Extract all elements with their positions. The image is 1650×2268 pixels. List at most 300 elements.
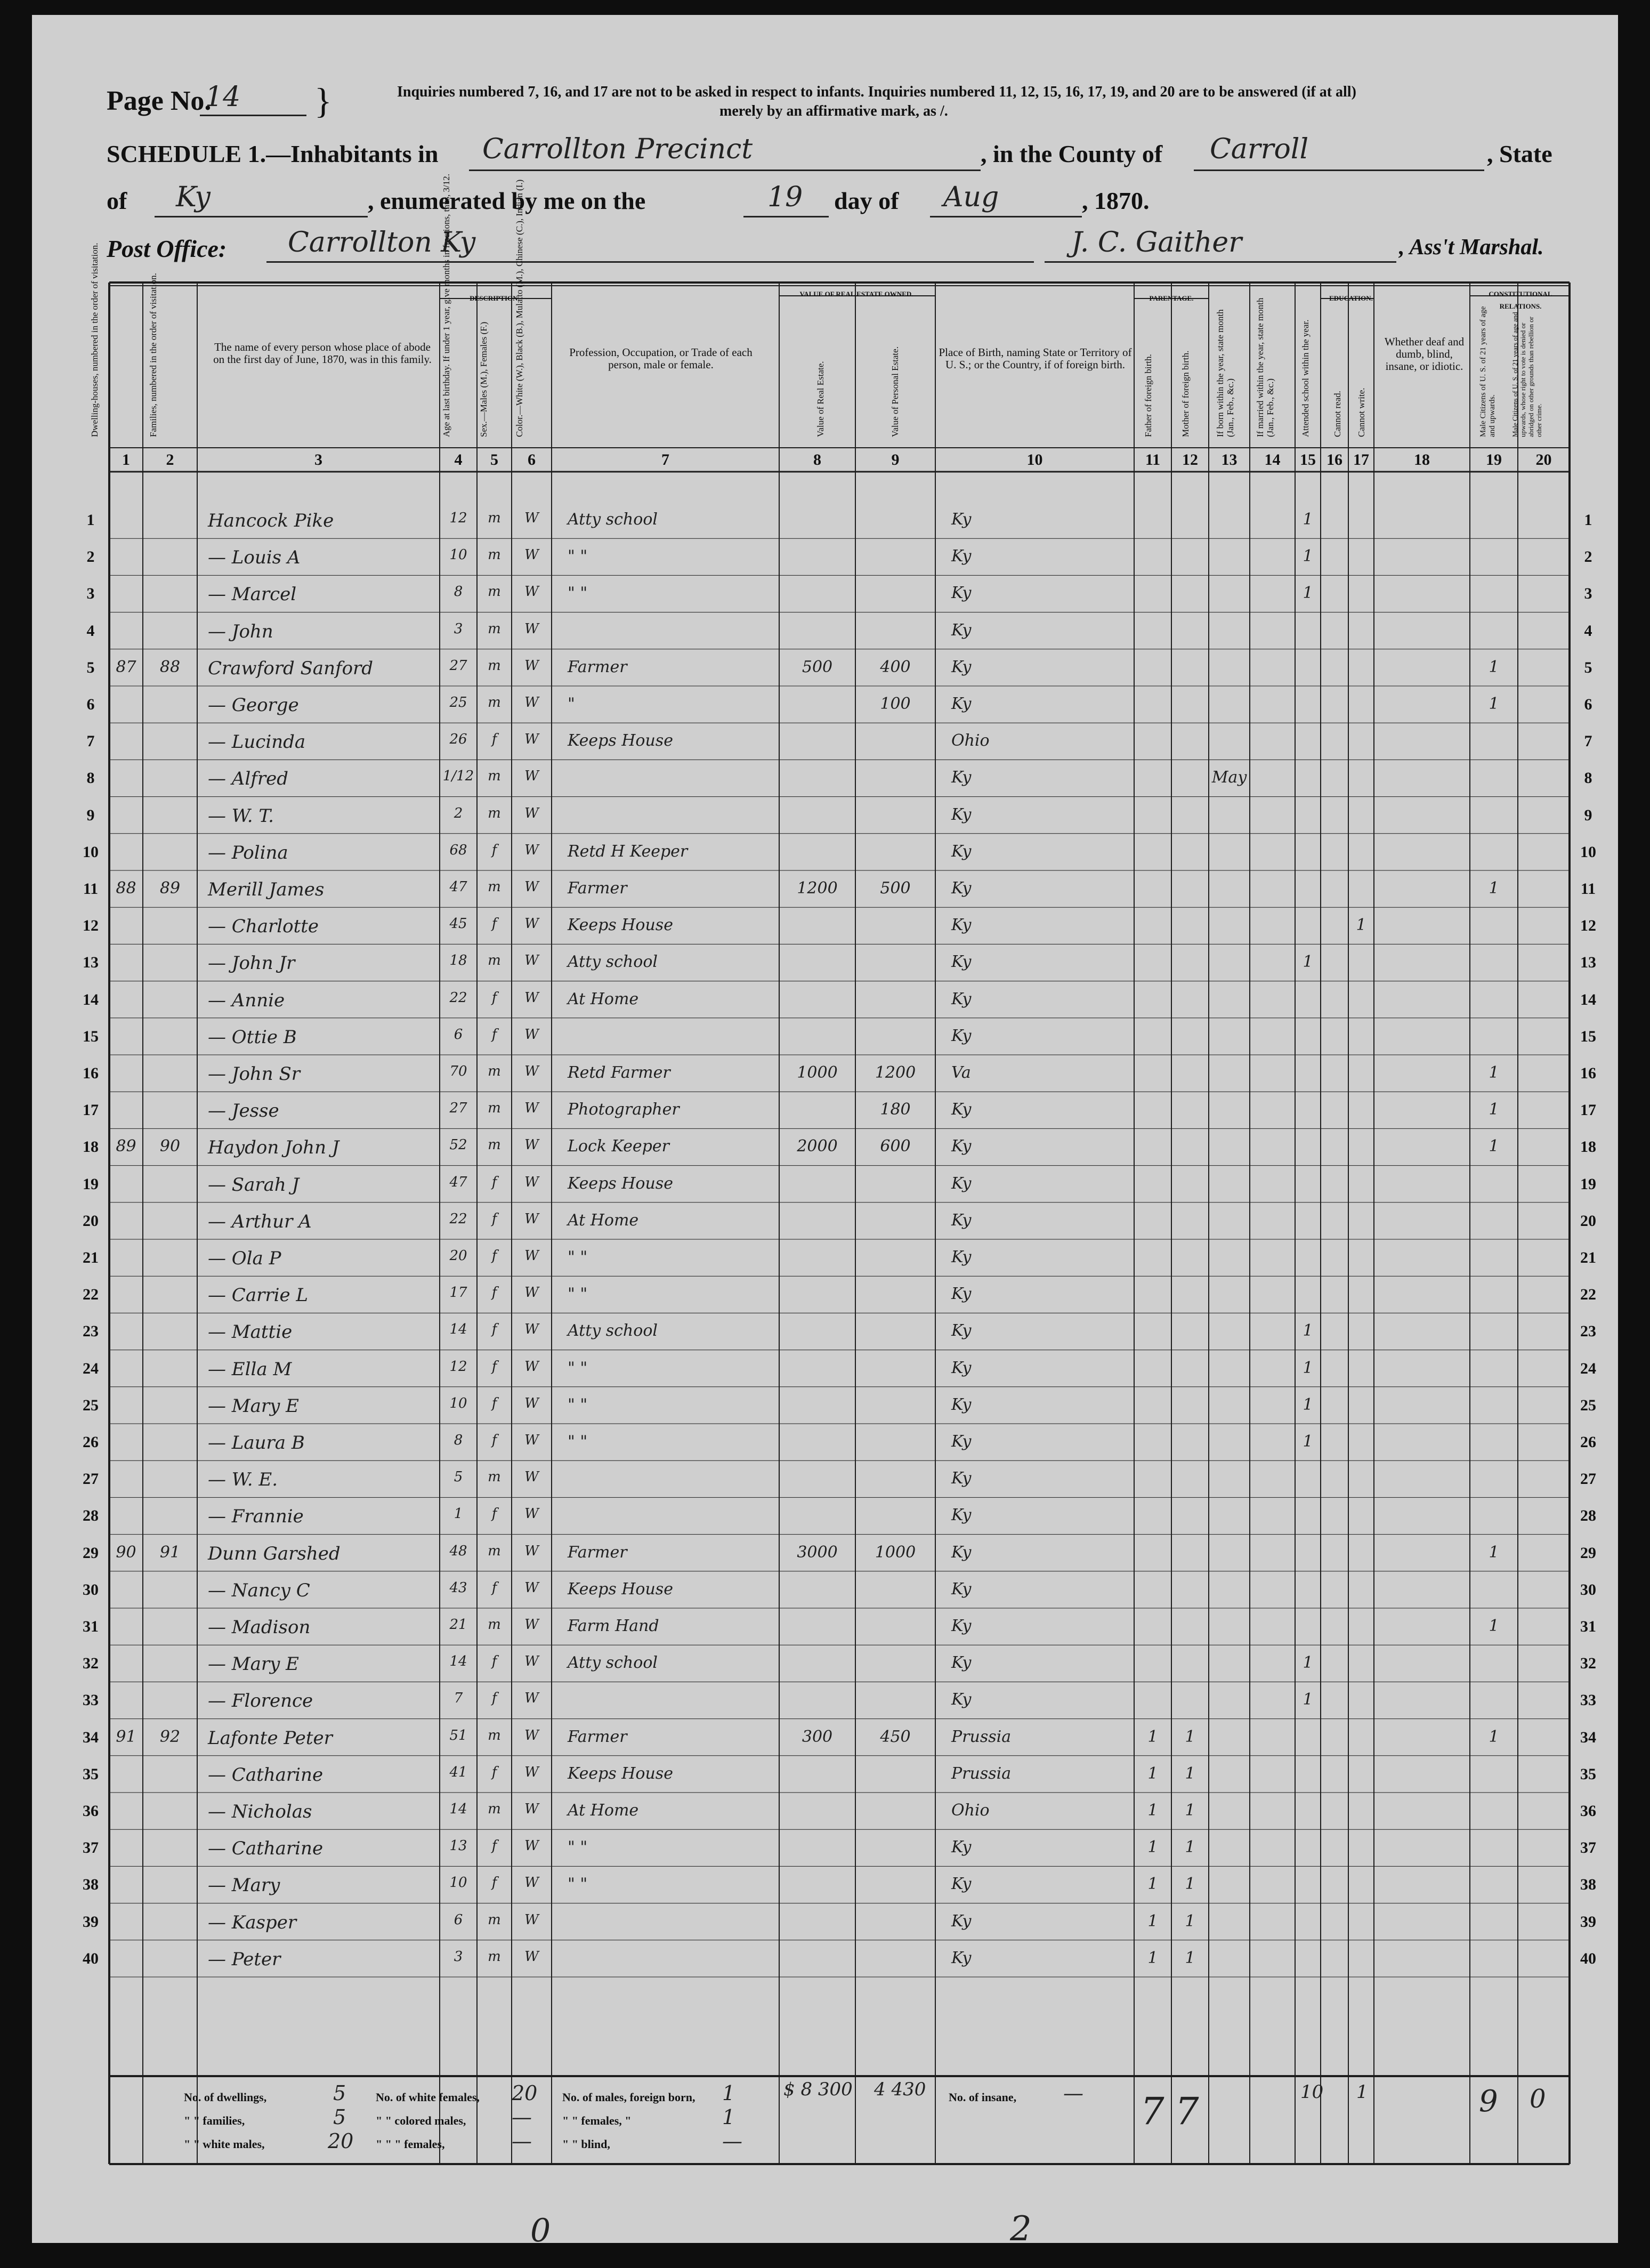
personal-estate-value: 1000 bbox=[875, 1543, 916, 1562]
occupation: Photographer bbox=[568, 1100, 680, 1119]
row-number-right: 38 bbox=[1580, 1876, 1596, 1894]
place-of-birth: Ky bbox=[951, 1690, 972, 1709]
occupation: " " bbox=[568, 584, 588, 603]
row-number-right: 13 bbox=[1580, 954, 1596, 972]
col3-header: The name of every person whose place of abode on the first day of June, 1870, was in this family. bbox=[213, 341, 432, 366]
row-number-left: 5 bbox=[86, 658, 95, 676]
person-name: Hancock Pike bbox=[208, 510, 334, 531]
row-number-left: 13 bbox=[83, 954, 99, 972]
column-number: 15 bbox=[1300, 451, 1316, 469]
personal-estate-value: 400 bbox=[880, 657, 911, 676]
sex: m bbox=[488, 1801, 501, 1817]
sex: f bbox=[491, 842, 497, 858]
row-number-right: 19 bbox=[1580, 1175, 1596, 1193]
place-of-birth: Ky bbox=[951, 1248, 972, 1266]
colored-females-label: " " " females, bbox=[376, 2137, 445, 2151]
col6-header: Color.—White (W.), Black (B.), Mulatto (M.), Chinese (C.), Indian (I.) bbox=[514, 179, 524, 437]
real-estate-value: 1000 bbox=[797, 1063, 838, 1082]
col4-header: Age at last birthday. If under 1 year, give months in fractions, thus, 3/12. bbox=[441, 174, 451, 437]
occupation: Farm Hand bbox=[568, 1617, 659, 1635]
real-estate-value: 300 bbox=[802, 1727, 833, 1746]
total-denied: 0 bbox=[1530, 2084, 1546, 2114]
row-number-left: 24 bbox=[83, 1359, 99, 1377]
col20-header: Male Citizens of U. S. of 21 years of age and upwards, whose right to vote is denied or abridged on other grounds than rebellion or other crime. bbox=[1511, 312, 1543, 437]
foreign-males-value: 1 bbox=[722, 2081, 735, 2105]
occupation: " " bbox=[568, 1395, 588, 1414]
value-header: VALUE OF REAL ESTATE OWNED. bbox=[799, 290, 913, 298]
attended-school: 1 bbox=[1303, 1358, 1313, 1377]
marshal-value: J. C. Gaither bbox=[1071, 227, 1242, 259]
attended-school: 1 bbox=[1303, 1432, 1313, 1451]
place-of-birth: Ky bbox=[951, 1911, 972, 1931]
age: 12 bbox=[449, 1358, 467, 1375]
person-name: — John bbox=[208, 620, 273, 642]
age: 1/12 bbox=[442, 768, 474, 785]
person-name: Dunn Garshed bbox=[208, 1543, 341, 1564]
father-foreign: 1 bbox=[1147, 1764, 1158, 1783]
place-of-birth: Ky bbox=[951, 1506, 972, 1525]
person-name: — Arthur A bbox=[208, 1210, 312, 1232]
color: W bbox=[524, 1948, 539, 1965]
row-number-left: 29 bbox=[83, 1544, 99, 1562]
color: W bbox=[524, 1617, 539, 1633]
row-number-right: 26 bbox=[1580, 1433, 1596, 1451]
colored-males-label: " " colored males, bbox=[376, 2114, 466, 2127]
person-name: — Ola P bbox=[208, 1248, 281, 1269]
attended-school: 1 bbox=[1303, 584, 1313, 603]
row-number-right: 24 bbox=[1580, 1359, 1596, 1377]
sex: m bbox=[488, 1543, 501, 1559]
colored-males-value: — bbox=[512, 2105, 532, 2129]
place-of-birth: Ky bbox=[951, 805, 972, 824]
age: 1 bbox=[454, 1506, 463, 1522]
row-number-left: 26 bbox=[83, 1433, 99, 1451]
row-number-left: 21 bbox=[83, 1249, 99, 1266]
sex: m bbox=[488, 1469, 501, 1486]
color: W bbox=[524, 842, 539, 858]
sex: m bbox=[488, 657, 501, 674]
col12-header: Mother of foreign birth. bbox=[1180, 350, 1191, 437]
age: 41 bbox=[449, 1764, 467, 1780]
row-number-left: 28 bbox=[83, 1507, 99, 1525]
age: 3 bbox=[454, 1948, 463, 1965]
sex: m bbox=[488, 1100, 501, 1117]
mother-foreign: 1 bbox=[1185, 1838, 1195, 1857]
of-label: of bbox=[107, 187, 127, 214]
row-number-left: 34 bbox=[83, 1728, 99, 1746]
color: W bbox=[524, 953, 539, 969]
sex: f bbox=[491, 1690, 497, 1707]
color: W bbox=[524, 1690, 539, 1707]
column-number: 20 bbox=[1535, 451, 1552, 469]
note-line-1: Inquiries numbered 7, 16, and 17 are not to be asked in respect to infants. Inquiries numbered 11, 12, 15, 16, 17, 19, and 20 are to be answered (if at all) bbox=[397, 84, 1356, 100]
column-number: 1 bbox=[122, 451, 130, 469]
place-of-birth: Ky bbox=[951, 1321, 972, 1341]
color: W bbox=[524, 916, 539, 932]
color: W bbox=[524, 1248, 539, 1264]
total-mother-foreign: 7 bbox=[1175, 2089, 1199, 2133]
page-number: 14 bbox=[205, 81, 241, 113]
color: W bbox=[524, 1653, 539, 1670]
description-header: DESCRIPTION. bbox=[470, 294, 520, 302]
white-females-label: No. of white females, bbox=[376, 2091, 480, 2104]
age: 7 bbox=[454, 1690, 463, 1707]
age: 6 bbox=[454, 1911, 463, 1928]
age: 68 bbox=[449, 842, 467, 858]
place-of-birth: Va bbox=[951, 1063, 971, 1082]
row-number-left: 8 bbox=[86, 769, 95, 787]
column-number: 4 bbox=[454, 451, 463, 469]
color: W bbox=[524, 1026, 539, 1043]
column-number: 18 bbox=[1414, 451, 1430, 469]
insane-label: No. of insane, bbox=[949, 2091, 1017, 2104]
place-of-birth: Ky bbox=[951, 989, 972, 1008]
person-name: — Mattie bbox=[208, 1321, 293, 1343]
age: 70 bbox=[449, 1063, 467, 1079]
column-number: 14 bbox=[1264, 451, 1281, 469]
white-males-value: 20 bbox=[328, 2129, 354, 2153]
place-of-birth: Ky bbox=[951, 620, 972, 640]
father-foreign: 1 bbox=[1147, 1875, 1158, 1894]
place-of-birth: Ky bbox=[951, 1358, 972, 1377]
person-name: — Mary bbox=[208, 1875, 280, 1896]
color: W bbox=[524, 1506, 539, 1522]
row-number-right: 32 bbox=[1580, 1654, 1596, 1673]
column-number: 13 bbox=[1221, 451, 1237, 469]
age: 14 bbox=[449, 1653, 467, 1670]
color: W bbox=[524, 1432, 539, 1448]
occupation: Farmer bbox=[568, 657, 627, 676]
person-name: — Annie bbox=[208, 989, 285, 1011]
row-number-left: 38 bbox=[83, 1876, 99, 1894]
place-of-birth: Ky bbox=[951, 1100, 972, 1119]
row-number-left: 16 bbox=[83, 1064, 99, 1082]
color: W bbox=[524, 1579, 539, 1596]
column-number: 7 bbox=[661, 451, 669, 469]
year-label: , 1870. bbox=[1082, 187, 1150, 214]
occupation: Atty school bbox=[568, 953, 658, 972]
occupation: At Home bbox=[568, 1210, 639, 1230]
person-name: — Laura B bbox=[208, 1432, 305, 1454]
person-name: — Catharine bbox=[208, 1838, 323, 1860]
place-of-birth: Ky bbox=[951, 1137, 972, 1156]
color: W bbox=[524, 695, 539, 711]
row-number-right: 36 bbox=[1580, 1802, 1596, 1820]
row-number-left: 30 bbox=[83, 1580, 99, 1599]
occupation: " bbox=[568, 695, 575, 713]
place-of-birth: Ky bbox=[951, 584, 972, 603]
mother-foreign: 1 bbox=[1185, 1911, 1195, 1931]
father-foreign: 1 bbox=[1147, 1801, 1158, 1820]
enumerated-label: , enumerated by me on the bbox=[368, 187, 646, 214]
attended-school: 1 bbox=[1303, 547, 1313, 566]
male-citizen: 1 bbox=[1489, 1617, 1499, 1635]
sex: m bbox=[488, 768, 501, 785]
row-number-right: 30 bbox=[1580, 1580, 1596, 1599]
sex: m bbox=[488, 510, 501, 526]
person-name: — Polina bbox=[208, 842, 288, 863]
age: 14 bbox=[449, 1801, 467, 1817]
post-office-label: Post Office: bbox=[107, 235, 227, 262]
place-of-birth: Ky bbox=[951, 1838, 972, 1857]
age: 27 bbox=[449, 1100, 467, 1117]
mother-foreign: 1 bbox=[1185, 1801, 1195, 1820]
schedule-label: SCHEDULE 1.—Inhabitants in bbox=[107, 140, 439, 167]
row-number-right: 25 bbox=[1580, 1396, 1596, 1414]
marshal-label: , Ass't Marshal. bbox=[1399, 235, 1544, 260]
row-number-left: 32 bbox=[83, 1654, 99, 1673]
attended-school: 1 bbox=[1303, 1690, 1313, 1709]
person-name: Lafonte Peter bbox=[208, 1727, 333, 1749]
color: W bbox=[524, 768, 539, 785]
total-attended-school: 10 bbox=[1300, 2081, 1324, 2103]
total-father-foreign: 7 bbox=[1141, 2089, 1164, 2133]
row-number-right: 34 bbox=[1580, 1728, 1596, 1746]
row-number-right: 6 bbox=[1584, 696, 1592, 713]
row-number-right: 18 bbox=[1580, 1138, 1596, 1156]
sex: f bbox=[491, 1321, 497, 1338]
mother-foreign: 1 bbox=[1185, 1948, 1195, 1967]
sex: m bbox=[488, 805, 501, 821]
row-number-right: 20 bbox=[1580, 1212, 1596, 1230]
real-estate-value: 3000 bbox=[797, 1543, 838, 1562]
color: W bbox=[524, 1875, 539, 1891]
occupation: Atty school bbox=[568, 510, 658, 529]
row-number-left: 35 bbox=[83, 1765, 99, 1783]
attended-school: 1 bbox=[1303, 1653, 1313, 1673]
age: 22 bbox=[449, 1210, 467, 1227]
dwelling-number: 90 bbox=[116, 1543, 136, 1562]
place-of-birth: Ky bbox=[951, 916, 972, 935]
person-name: — Mary E bbox=[208, 1653, 299, 1675]
occupation: Farmer bbox=[568, 1727, 627, 1746]
row-number-left: 18 bbox=[83, 1138, 99, 1156]
footer-mark-left: 0 bbox=[530, 2212, 551, 2249]
page-label: Page No. bbox=[107, 86, 212, 116]
sex: f bbox=[491, 1174, 497, 1190]
real-estate-total: $ 8 300 bbox=[783, 2079, 853, 2100]
age: 20 bbox=[449, 1248, 467, 1264]
born-within-year: May bbox=[1211, 768, 1247, 787]
day-of-label: day of bbox=[834, 187, 899, 214]
age: 10 bbox=[449, 1875, 467, 1891]
total-cannot-read: 1 bbox=[1356, 2081, 1368, 2103]
color: W bbox=[524, 879, 539, 895]
color: W bbox=[524, 1727, 539, 1744]
place-of-birth: Ky bbox=[951, 695, 972, 713]
age: 10 bbox=[449, 547, 467, 563]
foreign-males-label: No. of males, foreign born, bbox=[562, 2091, 695, 2104]
place-of-birth: Ky bbox=[951, 1617, 972, 1635]
sex: m bbox=[488, 1063, 501, 1079]
person-name: — Mary E bbox=[208, 1395, 299, 1417]
insane-value: — bbox=[1063, 2081, 1083, 2105]
age: 21 bbox=[449, 1617, 467, 1633]
row-number-right: 12 bbox=[1580, 917, 1596, 935]
blind-value: — bbox=[722, 2129, 742, 2153]
sex: m bbox=[488, 1727, 501, 1744]
mother-foreign: 1 bbox=[1185, 1875, 1195, 1894]
place-of-birth: Ky bbox=[951, 1579, 972, 1599]
footer-mark-right: 2 bbox=[1010, 2209, 1032, 2249]
dwelling-number: 89 bbox=[116, 1137, 136, 1156]
male-citizen: 1 bbox=[1489, 1543, 1499, 1562]
row-number-left: 31 bbox=[83, 1618, 99, 1635]
family-number: 89 bbox=[159, 879, 181, 898]
sex: f bbox=[491, 1432, 497, 1448]
sex: f bbox=[491, 989, 497, 1006]
age: 14 bbox=[449, 1321, 467, 1338]
occupation: At Home bbox=[568, 989, 639, 1008]
place-of-birth: Ky bbox=[951, 1174, 972, 1193]
column-number: 16 bbox=[1327, 451, 1342, 469]
occupation: Lock Keeper bbox=[568, 1137, 669, 1156]
col19-header: Male Citizens of U. S. of 21 years of age and upwards. bbox=[1479, 306, 1497, 437]
families-label: " " families, bbox=[184, 2114, 245, 2127]
foreign-females-value: 1 bbox=[722, 2105, 735, 2129]
place-of-birth: Ky bbox=[951, 1432, 972, 1451]
person-name: Merill James bbox=[208, 879, 325, 900]
color: W bbox=[524, 1543, 539, 1559]
row-number-right: 40 bbox=[1580, 1949, 1596, 1967]
row-number-left: 14 bbox=[83, 990, 99, 1008]
row-number-right: 16 bbox=[1580, 1064, 1596, 1082]
column-number: 10 bbox=[1026, 451, 1043, 469]
place-of-birth: Ky bbox=[951, 1543, 972, 1562]
place-of-birth: Ky bbox=[951, 1653, 972, 1673]
col14-header: If married within the year, state month (Jan., Feb., &c.) bbox=[1255, 297, 1275, 437]
row-number-right: 11 bbox=[1580, 880, 1596, 898]
real-estate-value: 1200 bbox=[797, 879, 838, 898]
place-of-birth: Ky bbox=[951, 657, 972, 676]
personal-estate-value: 450 bbox=[880, 1727, 911, 1746]
month-value: Aug bbox=[943, 181, 999, 213]
person-name: — W. E. bbox=[208, 1469, 278, 1491]
families-value: 5 bbox=[333, 2105, 346, 2129]
state-value: Ky bbox=[176, 181, 211, 213]
color: W bbox=[524, 510, 539, 526]
col9-header: Value of Personal Estate. bbox=[890, 346, 900, 437]
row-number-left: 19 bbox=[83, 1175, 99, 1193]
age: 13 bbox=[449, 1838, 467, 1854]
person-name: — Kasper bbox=[208, 1911, 297, 1933]
age: 6 bbox=[454, 1026, 463, 1043]
occupation: " " bbox=[568, 1285, 588, 1304]
place-of-birth: Prussia bbox=[951, 1727, 1012, 1746]
age: 47 bbox=[449, 879, 467, 895]
occupation: " " bbox=[568, 1432, 588, 1451]
row-number-right: 14 bbox=[1580, 990, 1596, 1008]
sex: f bbox=[491, 916, 497, 932]
age: 17 bbox=[449, 1285, 467, 1301]
occupation: " " bbox=[568, 1838, 588, 1857]
age: 25 bbox=[449, 695, 467, 711]
male-citizen: 1 bbox=[1489, 695, 1499, 713]
column-number: 5 bbox=[490, 451, 498, 469]
col13-header: If born within the year, state month (Jan., Feb., &c.) bbox=[1215, 309, 1235, 437]
family-number: 88 bbox=[159, 657, 181, 676]
age: 52 bbox=[449, 1137, 467, 1153]
row-number-left: 15 bbox=[83, 1027, 99, 1045]
row-number-right: 17 bbox=[1580, 1101, 1596, 1119]
row-number-left: 17 bbox=[83, 1101, 99, 1119]
cannot-write: 1 bbox=[1356, 916, 1366, 935]
note-line-2: merely by an affirmative mark, as /. bbox=[719, 103, 948, 119]
attended-school: 1 bbox=[1303, 1321, 1313, 1341]
occupation: Keeps House bbox=[568, 1174, 673, 1193]
color: W bbox=[524, 547, 539, 563]
row-number-left: 39 bbox=[83, 1912, 99, 1931]
col11-header: Father of foreign birth. bbox=[1143, 354, 1153, 437]
col15-header: Attended school within the year. bbox=[1300, 319, 1311, 437]
column-number: 11 bbox=[1145, 451, 1161, 469]
sex: f bbox=[491, 1210, 497, 1227]
person-name: — Sarah J bbox=[208, 1174, 300, 1196]
occupation: Keeps House bbox=[568, 916, 673, 935]
column-number: 6 bbox=[528, 451, 536, 469]
place-of-birth: Ky bbox=[951, 547, 972, 566]
sex: m bbox=[488, 695, 501, 711]
dwelling-number: 91 bbox=[116, 1727, 136, 1746]
sex: m bbox=[488, 584, 501, 600]
person-name: — Ella M bbox=[208, 1358, 292, 1380]
person-name: — W. T. bbox=[208, 805, 274, 827]
sex: f bbox=[491, 1248, 497, 1264]
col2-header: Families, numbered in the order of visitation. bbox=[148, 273, 158, 437]
sex: f bbox=[491, 1026, 497, 1043]
row-number-right: 23 bbox=[1580, 1322, 1596, 1341]
family-number: 92 bbox=[159, 1727, 181, 1746]
brace: } bbox=[314, 80, 332, 121]
place-of-birth: Ky bbox=[951, 768, 972, 787]
color: W bbox=[524, 1911, 539, 1928]
row-number-left: 3 bbox=[86, 585, 95, 603]
sex: f bbox=[491, 1579, 497, 1596]
row-number-right: 5 bbox=[1584, 658, 1592, 676]
color: W bbox=[524, 1358, 539, 1375]
row-number-right: 31 bbox=[1580, 1618, 1596, 1635]
white-males-label: " " white males, bbox=[184, 2137, 265, 2151]
age: 18 bbox=[449, 953, 467, 969]
row-number-left: 9 bbox=[86, 806, 95, 824]
color: W bbox=[524, 1801, 539, 1817]
row-number-right: 9 bbox=[1584, 806, 1592, 824]
personal-estate-total: 4 430 bbox=[874, 2079, 926, 2100]
place-value: Carrollton Precinct bbox=[482, 133, 753, 165]
col1-header: Dwelling-houses, numbered in the order of visitation. bbox=[90, 243, 100, 437]
row-number-right: 2 bbox=[1584, 548, 1592, 566]
person-name: — Jesse bbox=[208, 1100, 279, 1122]
col17-header: Cannot write. bbox=[1356, 388, 1366, 437]
age: 22 bbox=[449, 989, 467, 1006]
col5-header: Sex.—Males (M.), Females (F.) bbox=[479, 321, 489, 437]
column-number: 19 bbox=[1486, 451, 1502, 469]
color: W bbox=[524, 731, 539, 748]
sex: m bbox=[488, 547, 501, 563]
color: W bbox=[524, 1838, 539, 1854]
occupation: Keeps House bbox=[568, 731, 673, 750]
sex: f bbox=[491, 1653, 497, 1670]
occupation: Keeps House bbox=[568, 1764, 673, 1783]
row-number-right: 4 bbox=[1584, 622, 1592, 640]
father-foreign: 1 bbox=[1147, 1948, 1158, 1967]
color: W bbox=[524, 620, 539, 637]
sex: m bbox=[488, 620, 501, 637]
blind-label: " " blind, bbox=[562, 2137, 610, 2151]
row-number-right: 22 bbox=[1580, 1286, 1596, 1304]
personal-estate-value: 600 bbox=[880, 1137, 911, 1156]
day-value: 19 bbox=[767, 181, 803, 213]
